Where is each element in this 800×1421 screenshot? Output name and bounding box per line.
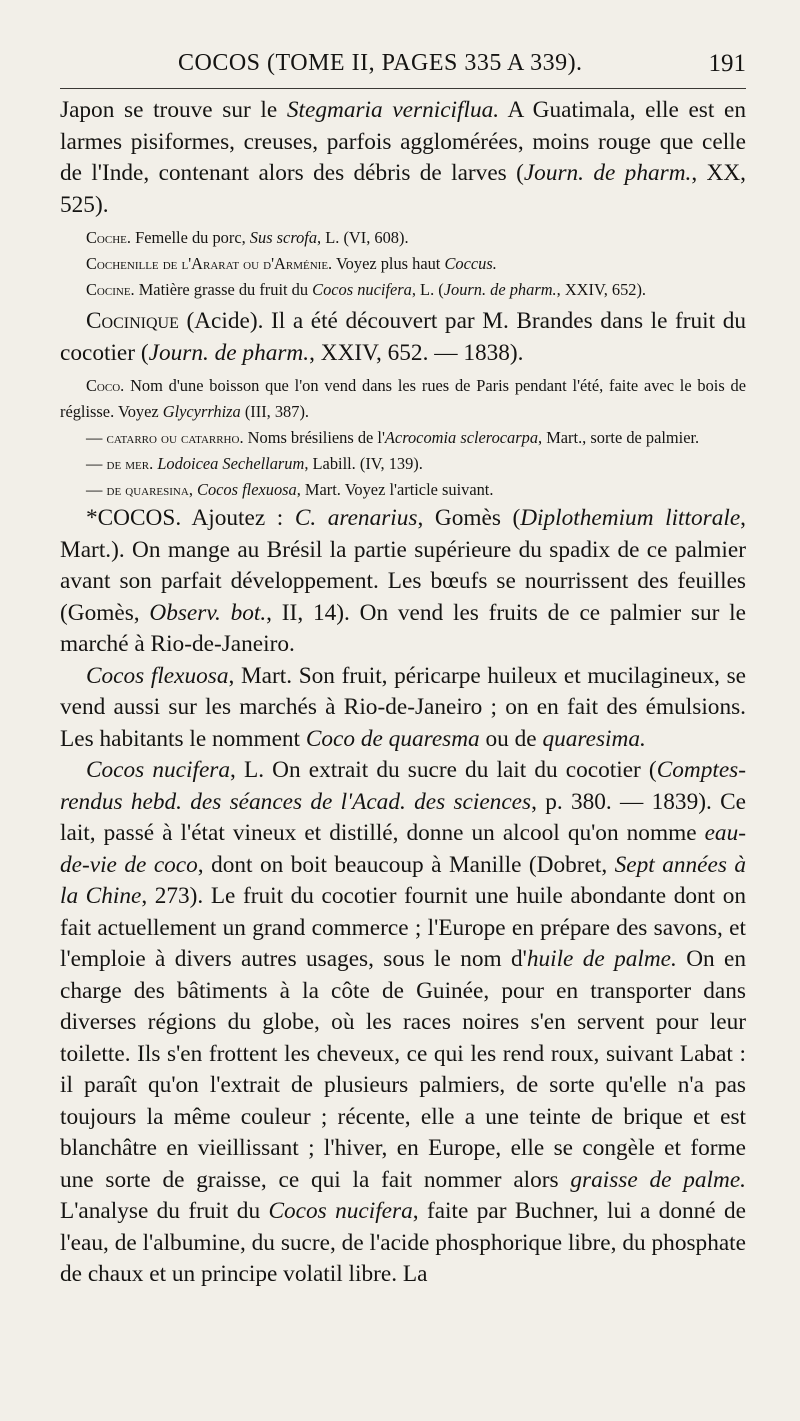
italic-run: Journ. de pharm. bbox=[148, 339, 310, 366]
text-run: — bbox=[86, 428, 107, 447]
paragraph-cocos-nucifera bbox=[60, 755, 746, 1291]
text-run: , 273). Le fruit du cocotier fournit une huile abondante dont on fait actuellement un grand commerce ; l'Europe en prépare des savons, et l'emploie à divers autres usages, sous le nom d' bbox=[60, 883, 746, 972]
entry-head: Cocinique bbox=[86, 308, 179, 334]
italic-run: Glycyrrhiza bbox=[162, 402, 241, 421]
italic-run: Journ. de pharm. bbox=[523, 160, 692, 186]
italic-run: C. arenarius bbox=[294, 505, 418, 531]
text-run: , faite par Buchner, lui a donné de l'eau, de l'albumine, du sucre, de l'acide phosphorique libre, du phosphate de chaux et un principe volatil libre. La bbox=[60, 1198, 746, 1287]
italic-run: Sus scrofa bbox=[249, 228, 318, 247]
text-run: A Guatimala, elle est en larmes pisiformes, creuses, parfois agglomérées, moins rouge que celle de l'Inde, contenant alors des débris de larves ( bbox=[60, 97, 747, 186]
entry-cocine bbox=[60, 277, 746, 303]
running-header bbox=[60, 48, 746, 89]
text-run: , XXIV, 652). bbox=[556, 280, 647, 299]
entry-coche bbox=[60, 225, 746, 251]
text-run: (III, 387). bbox=[240, 402, 310, 421]
text-run: , Mart.). On mange au Brésil la partie supérieure du spadix de ce palmier avant son parfait développement. Les bœufs se nourrissent des feuilles (Gomès, bbox=[60, 505, 746, 626]
italic-run: Stegmaria verniciflua. bbox=[286, 97, 500, 123]
text-run: , p. 380. — 1839). Ce lait, passé à l'état vineux et distillé, donne un alcool qu'on nomme bbox=[60, 788, 746, 846]
italic-run: graisse de palme. bbox=[570, 1166, 746, 1193]
paragraph-japon bbox=[60, 95, 746, 221]
text-run: ou de bbox=[479, 725, 543, 752]
text-run: , L. (VI, 608). bbox=[317, 228, 409, 247]
text-run: Matière grasse du fruit du bbox=[134, 280, 313, 299]
italic-run: Cocos nucifera bbox=[86, 757, 231, 783]
entry-head: de quaresina, bbox=[106, 480, 193, 499]
italic-run: Comptes-rendus hebd. des séances de l'Acad. des sciences bbox=[60, 757, 746, 815]
italic-run: Cocos nucifera bbox=[268, 1198, 413, 1224]
entry-coco bbox=[60, 373, 746, 425]
italic-run: huile de palme. bbox=[526, 946, 677, 972]
entry-head: Coco. bbox=[86, 376, 125, 395]
italic-run: Cocos nucifera bbox=[312, 280, 412, 299]
italic-run: quaresima. bbox=[542, 725, 646, 752]
text-run: , Labill. (IV, 139). bbox=[304, 454, 423, 473]
running-title: COCOS (TOME II, PAGES 335 A 339). bbox=[178, 50, 583, 76]
text-run: , XXIV, 652. — 1838). bbox=[309, 339, 524, 366]
text-run: , Gomès ( bbox=[417, 505, 521, 531]
text-run: , L. On extrait du sucre du lait du cocotier ( bbox=[230, 757, 657, 783]
italic-run: Coco de quaresma bbox=[305, 725, 480, 752]
italic-run: Journ. de pharm. bbox=[443, 280, 557, 299]
entry-head: Coche. bbox=[86, 228, 131, 247]
entry-coco-de-mer bbox=[60, 451, 746, 477]
text-run: On en charge des bâtiments à la côte de Guinée, pour en transporter dans diverses régions du globe, où les races noires s'en servent pour leur toilette. Ils s'en frottent les cheveux, ce qui les rend roux, suivant Labat : il paraît qu'on l'extrait de plusieurs palmiers, de sorte qu'elle n'a pas toujours la même couleur ; récente, elle a une teinte de brique et est blanchâtre en vieillissant ; l'hiver, en Europe, elle se congèle et forme une sorte de graisse, ce qui la fait nommer alors bbox=[60, 946, 746, 1193]
italic-run: Diplothemium littorale bbox=[520, 505, 741, 531]
italic-run: Cocos flexuosa bbox=[86, 662, 229, 689]
text-run: , Mart., sorte de palmier. bbox=[538, 428, 700, 447]
entry-coco-de-quaresina bbox=[60, 477, 746, 503]
italic-run: Sept années à la Chine bbox=[60, 851, 746, 909]
text-run: Nom d'une boisson que l'on vend dans les rues de Paris pendant l'été, faite avec le bois de réglisse. Voyez bbox=[60, 376, 746, 421]
text-run: Voyez plus haut bbox=[332, 254, 445, 273]
entry-catarro bbox=[60, 425, 746, 451]
entry-head: *COCOS. bbox=[86, 505, 182, 531]
text-run: Femelle du porc, bbox=[130, 228, 250, 247]
text-run: , L. ( bbox=[411, 280, 444, 299]
entry-cocos bbox=[60, 503, 746, 661]
entry-head: Cocine. bbox=[86, 280, 135, 299]
italic-run: eau-de-vie de coco bbox=[60, 820, 746, 878]
italic-run: Cocos flexuosa bbox=[197, 480, 297, 499]
text-run: , Mart. Son fruit, péricarpe huileux et mucilagineux, se vend aussi sur les marchés à Rio-de-Janeiro ; on en fait des émulsions. Les habitants le nomment bbox=[60, 662, 746, 752]
page-number: 191 bbox=[708, 50, 746, 77]
paragraph-cocos-flexuosa bbox=[60, 661, 746, 756]
entry-head: Cochenille de l'Ararat ou d'Arménie. bbox=[86, 254, 333, 273]
entry-cochenille bbox=[60, 251, 746, 277]
entry-cocinique bbox=[60, 306, 746, 369]
text-run: — bbox=[86, 480, 107, 499]
italic-run: Observ. bot. bbox=[149, 599, 267, 626]
italic-run: Acrocomia sclerocarpa bbox=[384, 428, 539, 447]
text-run: Japon se trouve sur le bbox=[60, 97, 287, 123]
text-run: L'analyse du fruit du bbox=[60, 1198, 269, 1224]
entry-head: de mer. bbox=[106, 454, 154, 473]
text-run: Noms brésiliens de l' bbox=[243, 428, 385, 447]
text-run: — bbox=[86, 454, 107, 473]
italic-run: Coccus. bbox=[444, 254, 497, 273]
text-run: Ajoutez : bbox=[181, 505, 295, 531]
italic-run: Lodoicea Sechellarum bbox=[157, 454, 305, 473]
text-run: , II, 14). On vend les fruits de ce palmier sur le marché à Rio-de-Janeiro. bbox=[60, 599, 746, 657]
entry-head: catarro ou catarrho. bbox=[106, 428, 244, 447]
text-run: (Acide). Il a été découvert par M. Brandes dans le fruit du cocotier ( bbox=[60, 308, 746, 366]
text-run: , XX, 525). bbox=[60, 160, 746, 218]
text-run: , Mart. Voyez l'article suivant. bbox=[296, 480, 494, 499]
text-run: , dont on boit beaucoup à Manille (Dobret, bbox=[197, 851, 615, 878]
